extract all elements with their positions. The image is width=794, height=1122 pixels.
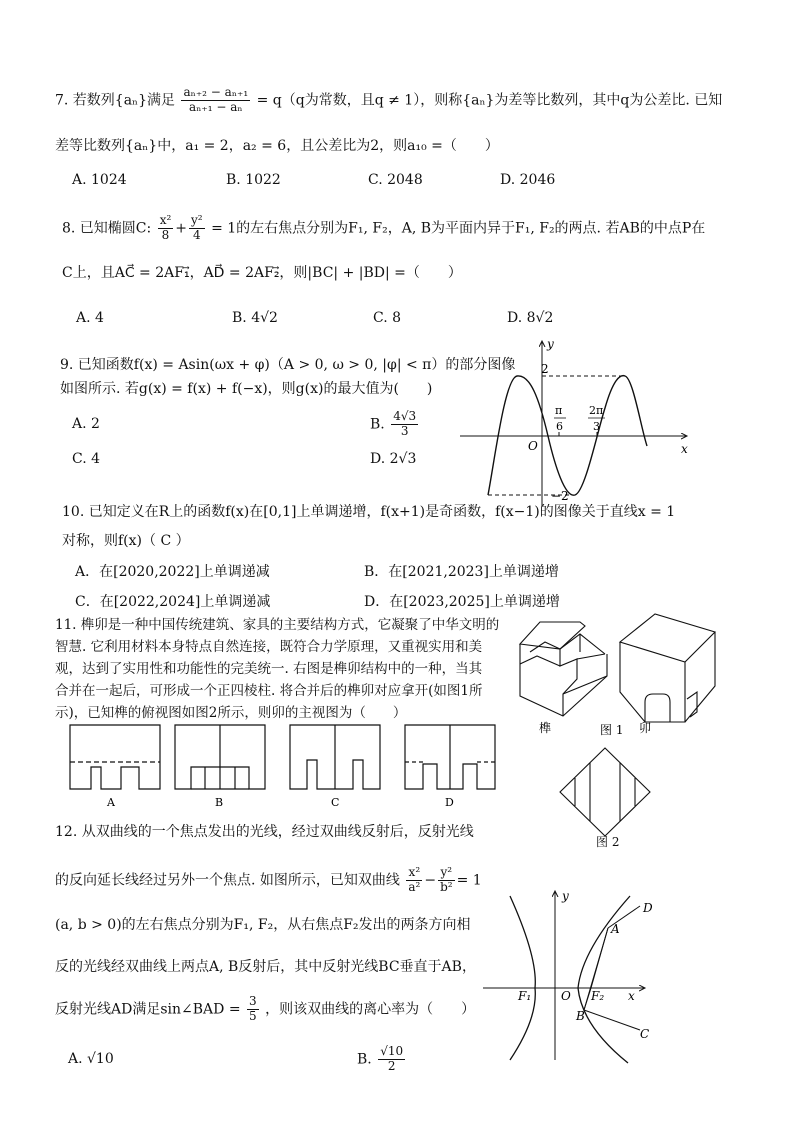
q12-b-label: B bbox=[576, 1009, 585, 1023]
q12-a-label: A bbox=[611, 922, 620, 936]
q9-y-min-label: −2 bbox=[551, 489, 569, 503]
q8-frac-x-den: 8 bbox=[161, 227, 170, 242]
q11-option-b-drawing[interactable] bbox=[175, 725, 265, 789]
q12-option-a[interactable]: A. √10 bbox=[68, 1051, 114, 1067]
q11-top-view bbox=[560, 748, 650, 836]
q10-line2: 对称，则f(x)（ C ） bbox=[62, 533, 190, 549]
q9-tick1-den: 6 bbox=[556, 420, 563, 433]
q9-option-c[interactable]: C. 4 bbox=[72, 451, 101, 467]
q12-frac-y bbox=[438, 866, 455, 895]
q9-option-b-label: B. bbox=[370, 416, 385, 433]
q12-frac-x-den: a² bbox=[408, 879, 421, 894]
q7-fraction bbox=[181, 86, 250, 115]
q10-line1: 10. 已知定义在R上的函数f(x)在[0,1]上单调递增，f(x+1)是奇函数，f(x−1)的图像关于直线x = 1 bbox=[62, 504, 676, 520]
q9-tick2-den: 3 bbox=[593, 420, 600, 433]
q8-frac-x bbox=[158, 214, 174, 243]
q11-option-drawings bbox=[65, 722, 505, 812]
q8-frac-x-num: x² bbox=[159, 213, 172, 227]
q9-line1: 9. 已知函数f(x) = Asin(ωx + φ)（A > 0, ω > 0, |φ| < π）的部分图像 bbox=[60, 357, 516, 373]
q10-option-c[interactable]: C．在[2022,2024]上单调递减 bbox=[75, 594, 271, 610]
q8-line2: C上，且AC⃗ = 2AF₁⃗，AD⃗ = 2AF₂⃗，则|BC| + |BD| =（ ） bbox=[62, 265, 462, 281]
q12-line2-text: 的反向延长线经过另外一个焦点. 如图所示，已知双曲线 bbox=[55, 872, 400, 889]
q9-sine-graph bbox=[455, 338, 695, 508]
q11-tenon-mortise-figure bbox=[515, 604, 740, 849]
q11-option-c-label: C bbox=[331, 796, 340, 809]
q12-line5-tail: ，则该双曲线的离心率为（ ） bbox=[265, 1001, 476, 1018]
q9-y-label: y bbox=[547, 337, 554, 351]
q12-right-branch bbox=[578, 896, 630, 1063]
q11-line4: 合并在一起后，可形成一个正四棱柱. 将合并后的榫卯对应拿开(如图1所 bbox=[55, 683, 483, 699]
q12-x-label: x bbox=[628, 989, 635, 1003]
q9-option-b[interactable] bbox=[370, 410, 420, 439]
q7-option-d[interactable]: D. 2046 bbox=[500, 172, 556, 188]
q9-line2: 如图所示. 若g(x) = f(x) + f(−x)，则g(x)的最大值为( ) bbox=[60, 381, 433, 397]
q12-frac-y-den: b² bbox=[440, 879, 453, 894]
q12-option-b-num: √10 bbox=[380, 1044, 404, 1058]
q7-line2: 差等比数列{aₙ}中，a₁ = 2，a₂ = 6，且公差比为2，则a₁₀ =（ ） bbox=[55, 138, 499, 154]
q11-fig1-label: 图 1 bbox=[600, 723, 624, 737]
q8-frac-y bbox=[189, 214, 205, 243]
q11-fig2-label: 图 2 bbox=[596, 835, 620, 849]
q10-option-a[interactable]: A．在[2020,2022]上单调递减 bbox=[75, 564, 270, 580]
q12-line2 bbox=[55, 866, 482, 895]
q12-d-label: D bbox=[643, 901, 653, 915]
q11-option-c-drawing[interactable] bbox=[290, 725, 380, 789]
q9-y-max-label: 2 bbox=[541, 362, 549, 376]
q12-f2-label: F₂ bbox=[591, 989, 605, 1003]
q7-line1 bbox=[55, 86, 722, 115]
q10-option-d[interactable]: D．在[2023,2025]上单调递增 bbox=[364, 594, 560, 610]
q12-f1-label: F₁ bbox=[518, 989, 532, 1003]
q7-option-b[interactable]: B. 1022 bbox=[226, 172, 281, 188]
q9-option-d[interactable]: D. 2√3 bbox=[370, 451, 417, 467]
q12-equals: = 1 bbox=[456, 872, 482, 889]
q11-sun-label: 榫 bbox=[539, 721, 552, 735]
q12-option-b-label: B. bbox=[357, 1051, 372, 1068]
q9-option-b-den: 3 bbox=[400, 423, 409, 438]
q12-frac-y-num: y² bbox=[438, 866, 455, 881]
q12-line4: 反的光线经双曲线上两点A, B反射后，其中反射光线BC垂直于AB， bbox=[55, 959, 476, 975]
q11-option-a-drawing[interactable] bbox=[70, 725, 160, 789]
q11-mao-label: 卯 bbox=[639, 721, 652, 735]
q7-stem-start: 7. 若数列{aₙ}满足 bbox=[55, 92, 176, 109]
q10-option-b[interactable]: B．在[2021,2023]上单调递增 bbox=[364, 564, 559, 580]
q12-sin-frac bbox=[247, 995, 259, 1024]
q8-option-d[interactable]: D. 8√2 bbox=[507, 310, 554, 326]
q8-frac-y-num: y² bbox=[191, 213, 203, 227]
q8-frac-y-den: 4 bbox=[192, 227, 201, 242]
q12-left-branch bbox=[510, 896, 535, 1060]
q11-option-b-label: B bbox=[215, 796, 224, 809]
q11-option-d-drawing[interactable] bbox=[405, 725, 495, 789]
q8-stem-start: 8. 已知椭圆C: bbox=[62, 220, 152, 237]
q9-x-label: x bbox=[681, 442, 688, 456]
q12-origin-label: O bbox=[561, 989, 571, 1003]
q9-tick1-num: π bbox=[555, 404, 563, 417]
q9-option-b-frac bbox=[391, 410, 418, 439]
q12-line3: (a, b > 0)的左右焦点分别为F₁, F₂，从右焦点F₂发出的两条方向相 bbox=[55, 917, 471, 933]
q12-line1: 12. 从双曲线的一个焦点发出的光线，经过双曲线反射后，反射光线 bbox=[55, 824, 474, 840]
q12-minus: − bbox=[424, 872, 437, 889]
q8-option-a[interactable]: A. 4 bbox=[76, 310, 104, 326]
q7-stem-rest: = q（q为常数，且q ≠ 1），则称{aₙ}为差等比数列，其中q为公差比. 已知 bbox=[256, 92, 723, 109]
q11-line3: 观，达到了实用性和功能性的完美统一. 右图是榫卯结构中的一种，当其 bbox=[55, 661, 483, 677]
q12-frac-x-num: x² bbox=[406, 866, 422, 881]
q12-sin-num: 3 bbox=[249, 994, 257, 1008]
q9-option-b-num: 4√3 bbox=[393, 409, 417, 423]
q12-ray-b-c bbox=[584, 1010, 640, 1030]
q12-hyperbola-graph bbox=[480, 888, 660, 1063]
q7-option-a[interactable]: A. 1024 bbox=[72, 172, 127, 188]
q12-c-label: C bbox=[640, 1027, 650, 1041]
q7-frac-num: aₙ₊₂ − aₙ₊₁ bbox=[183, 85, 249, 99]
q9-sine-curve bbox=[488, 376, 647, 496]
q11-option-a-label: A bbox=[107, 796, 115, 809]
q12-frac-x bbox=[406, 866, 422, 895]
q8-plus: + bbox=[175, 220, 188, 237]
q9-tick2-num: 2π bbox=[589, 404, 604, 417]
q11-line1: 11. 榫卯是一种中国传统建筑、家具的主要结构方式，它凝聚了中华文明的 bbox=[55, 617, 500, 633]
q11-line2: 智慧. 它利用材料本身特点自然连接，既符合力学原理，又重视实用和美 bbox=[55, 639, 483, 655]
q12-option-b[interactable] bbox=[357, 1045, 407, 1074]
q11-tenon-drawing bbox=[520, 622, 607, 716]
q8-line1 bbox=[62, 214, 705, 243]
q7-frac-den: aₙ₊₁ − aₙ bbox=[189, 99, 243, 114]
q8-option-c[interactable]: C. 8 bbox=[373, 310, 402, 326]
q12-sin-den: 5 bbox=[249, 1008, 257, 1023]
q8-option-b[interactable]: B. 4√2 bbox=[232, 310, 278, 326]
q12-option-b-den: 2 bbox=[387, 1058, 396, 1073]
q9-option-a[interactable]: A. 2 bbox=[72, 416, 100, 432]
q12-line5-text: 反射光线AD满足sin∠BAD = bbox=[55, 1001, 241, 1018]
q7-option-c[interactable]: C. 2048 bbox=[368, 172, 423, 188]
q8-stem-rest: = 1的左右焦点分别为F₁, F₂，A, B为平面内异于F₁, F₂的两点. 若AB的中点P在 bbox=[211, 220, 706, 237]
q11-line5: 示)，已知榫的俯视图如图2所示，则卯的主视图为（ ） bbox=[55, 705, 407, 721]
q11-option-d-label: D bbox=[445, 796, 454, 809]
q12-y-label: y bbox=[562, 889, 569, 903]
q12-line5 bbox=[55, 995, 475, 1024]
q12-option-b-frac bbox=[378, 1045, 405, 1074]
q9-origin-label: O bbox=[528, 439, 538, 453]
q11-mortise-drawing bbox=[620, 614, 715, 722]
